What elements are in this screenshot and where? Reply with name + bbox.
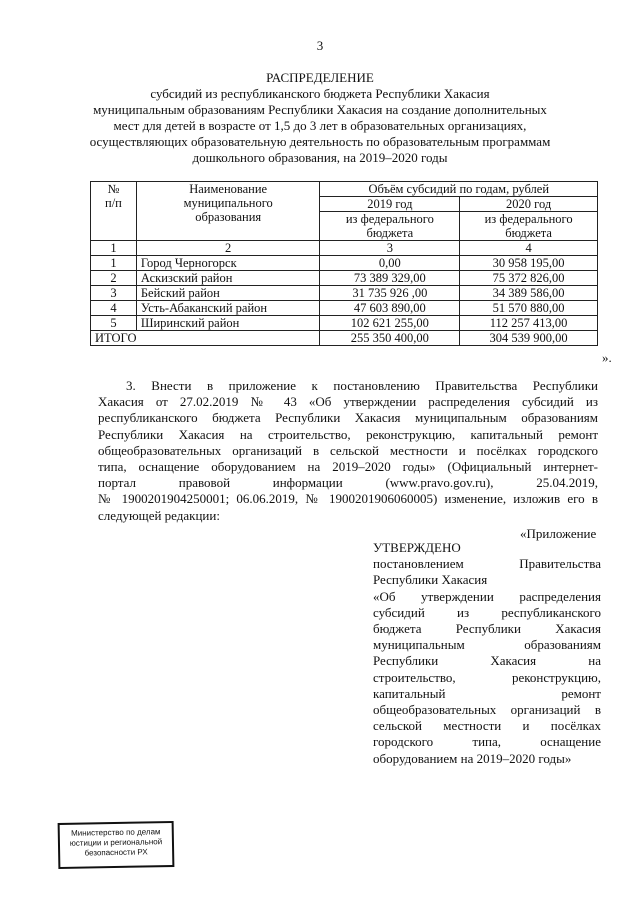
- approval-line: субсидий из республиканского: [373, 604, 601, 620]
- title-line: осуществляющих образовательную деятельность по образовательным программам: [89, 134, 551, 149]
- approval-heading: УТВЕРЖДЕНО: [373, 540, 461, 555]
- row-2019: 73 389 329,00: [320, 271, 460, 286]
- row-num: 2: [91, 271, 137, 286]
- row-name: Бейский район: [136, 286, 320, 301]
- total-label: ИТОГО: [91, 331, 320, 346]
- row-2019: 0,00: [320, 256, 460, 271]
- paragraph-line: типа, оснащение оборудованием на 2019–2020 годы» (Официальный интернет-: [98, 459, 598, 475]
- column-numbers-row: [91, 241, 598, 256]
- document-title: [60, 70, 580, 166]
- title-line: муниципальным образованиям Республики Хакасия на создание дополнительных: [93, 102, 547, 117]
- approval-line: городского типа, оснащение: [373, 734, 601, 750]
- total-row: [91, 331, 598, 346]
- col-number: 1: [91, 241, 137, 256]
- stamp-line: безопасности РХ: [84, 847, 148, 858]
- header-year-2019: 2019 год: [320, 197, 460, 212]
- row-name: Город Черногорск: [136, 256, 320, 271]
- total-2020: 304 539 900,00: [460, 331, 598, 346]
- table-row: [91, 271, 598, 286]
- paragraph-line: следующей редакции:: [98, 507, 220, 523]
- title-line: мест для детей в возрасте от 1,5 до 3 лет в образовательных организациях,: [113, 118, 527, 133]
- paragraph-line: Республики Хакасия на строительство, реконструкцию, капитальный ремонт: [98, 426, 598, 442]
- header-source-2019: из федерального бюджета: [320, 212, 460, 241]
- col-number: 4: [460, 241, 598, 256]
- paragraph-line: Хакасия от 27.02.2019 № 43 «Об утверждении распределения субсидий из: [98, 394, 598, 410]
- row-2019: 31 735 926 ,00: [320, 286, 460, 301]
- total-2019: 255 350 400,00: [320, 331, 460, 346]
- table-row: [91, 256, 598, 271]
- approval-line: оборудованием на 2019–2020 годы»: [373, 750, 572, 766]
- title-line: дошкольного образования, на 2019–2020 годы: [192, 150, 448, 165]
- title-line: субсидий из республиканского бюджета Республики Хакасия: [150, 86, 490, 101]
- row-2020: 34 389 586,00: [460, 286, 598, 301]
- row-name: Усть-Абаканский район: [136, 301, 320, 316]
- row-2020: 51 570 880,00: [460, 301, 598, 316]
- ministry-stamp: [58, 821, 175, 869]
- row-num: 4: [91, 301, 137, 316]
- header-num: № п/п: [91, 182, 137, 241]
- approval-line: Республики Хакасия: [373, 572, 488, 588]
- row-name: Ширинский район: [136, 316, 320, 331]
- paragraph-line: № 1900201904250001; 06.06.2019, № 1900201906060005) изменение, изложив его в: [98, 491, 598, 507]
- approval-line: постановлением Правительства: [373, 556, 601, 572]
- paragraph-line: республиканского бюджета Республики Хакасия муниципальным образованиям: [98, 410, 598, 426]
- approval-line: общеобразовательных организаций в: [373, 702, 601, 718]
- appendix-label: «Приложение: [520, 526, 597, 541]
- approval-line: сельской местности и посёлках: [373, 718, 601, 734]
- table-row: [91, 286, 598, 301]
- approval-block: [373, 540, 601, 767]
- amendment-paragraph: [98, 378, 598, 524]
- approval-line: бюджета Республики Хакасия: [373, 621, 601, 637]
- header-volume: Объём субсидий по годам, рублей: [320, 182, 598, 197]
- table-closing-quote: ».: [602, 350, 612, 365]
- paragraph-line: 3. Внести в приложение к постановлению Правительства Республики: [126, 378, 598, 393]
- paragraph-line: портал правовой информации (www.pravo.gov.ru), 25.04.2019,: [98, 475, 598, 491]
- row-num: 5: [91, 316, 137, 331]
- paragraph-line: общеобразовательных организаций в сельской местности и посёлках городского: [98, 442, 598, 458]
- row-2019: 47 603 890,00: [320, 301, 460, 316]
- header-name: Наименование муниципального образования: [136, 182, 320, 241]
- stamp-line: юстиции и региональной: [69, 837, 163, 848]
- approval-line: строительство, реконструкцию,: [373, 669, 601, 685]
- header-source-2020: из федерального бюджета: [460, 212, 598, 241]
- header-year-2020: 2020 год: [460, 197, 598, 212]
- row-num: 3: [91, 286, 137, 301]
- stamp-line: Министерство по делам: [70, 827, 161, 838]
- approval-line: «Об утверждении распределения: [373, 588, 601, 604]
- title-heading: РАСПРЕДЕЛЕНИЕ: [266, 70, 374, 85]
- table-row: [91, 301, 598, 316]
- approval-line: муниципальным образованиям: [373, 637, 601, 653]
- row-name: Аскизский район: [136, 271, 320, 286]
- col-number: 2: [136, 241, 320, 256]
- row-num: 1: [91, 256, 137, 271]
- table-row: [91, 316, 598, 331]
- row-2020: 112 257 413,00: [460, 316, 598, 331]
- approval-line: Республики Хакасия на: [373, 653, 601, 669]
- row-2020: 30 958 195,00: [460, 256, 598, 271]
- page-number: 3: [316, 38, 324, 53]
- approval-line: капитальный ремонт: [373, 685, 601, 701]
- row-2020: 75 372 826,00: [460, 271, 598, 286]
- row-2019: 102 621 255,00: [320, 316, 460, 331]
- subsidy-table: [90, 181, 598, 346]
- col-number: 3: [320, 241, 460, 256]
